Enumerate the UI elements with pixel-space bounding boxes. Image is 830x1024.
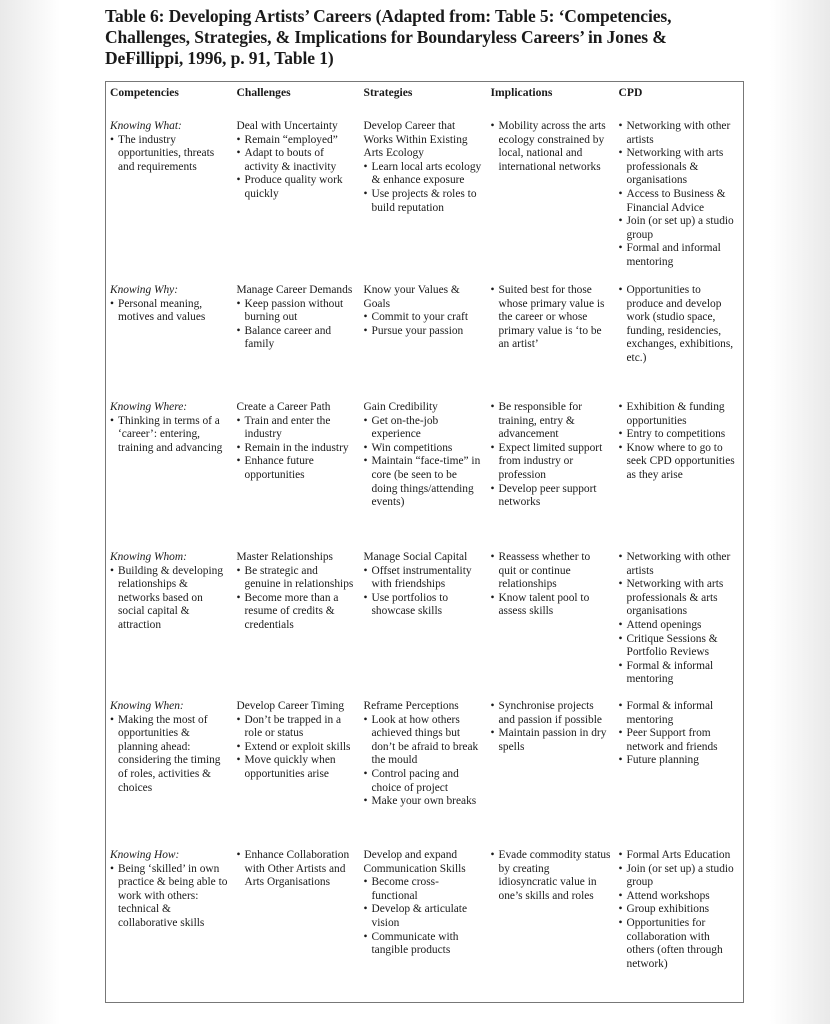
bullet-item: • Formal & informal mentoring [619,660,740,687]
challenges-bullet-list [237,415,356,483]
competency-bullet-list [110,565,229,633]
challenges-cell [233,284,360,401]
cpd-bullet-list [619,849,740,971]
bullet-item: • Formal Arts Education [619,849,740,863]
competency-bullet-list [110,298,229,325]
challenges-bullet-list [237,714,356,782]
bullet-item: • Be strategic and genuine in relationships [237,565,356,592]
bullet-item: • Networking with other artists [619,551,740,578]
strategies-cell [360,700,487,849]
implications-cell [487,700,615,849]
bullet-item: • Extend or exploit skills [237,741,356,755]
bullet-item: • Adapt to bouts of activity & inactivity [237,147,356,174]
strategies-cell [360,849,487,1003]
table-row [106,849,744,1003]
bullet-item: • Opportunities for collaboration with others (often through network) [619,917,740,971]
bullet-item: • Evade commodity status by creating idiosyncratic value in one’s skills and roles [491,849,611,903]
bullet-item: • Remain in the industry [237,442,356,456]
bullet-item: • Learn local arts ecology & enhance exposure [364,161,483,188]
implications-bullet-list [491,700,611,754]
cpd-cell [615,551,744,700]
header-challenges: Challenges [236,86,291,99]
table-row [106,401,744,551]
strategies-heading: Develop Career that Works Within Existing Arts Ecology [363,120,468,160]
bullet-item: • Synchronise projects and passion if possible [491,700,611,727]
cpd-bullet-list [619,551,740,687]
competency-heading: Knowing Why: [110,284,179,296]
careers-table [105,81,744,1003]
bullet-item: • Entry to competitions [619,428,740,442]
challenges-heading: Master Relationships [236,551,333,563]
cpd-bullet-list [619,120,740,270]
strategies-heading: Gain Credibility [363,401,438,413]
implications-bullet-list [491,551,611,619]
challenges-cell [233,551,360,700]
bullet-item: • Join (or set up) a studio group [619,215,740,242]
competency-cell [106,551,233,700]
bullet-item: • Critique Sessions & Portfolio Reviews [619,633,740,660]
challenges-heading: Develop Career Timing [236,700,345,712]
bullet-item: • Communicate with tangible products [364,931,483,958]
competency-bullet-list [110,415,229,456]
competency-cell [106,700,233,849]
bullet-item: • Maintain passion in dry spells [491,727,611,754]
implications-bullet-list [491,120,611,174]
implications-cell [487,551,615,700]
strategies-heading: Reframe Perceptions [363,700,459,712]
competency-heading: Knowing Where: [110,401,188,413]
cpd-bullet-list [619,401,740,483]
bullet-item: • Access to Business & Financial Advice [619,188,740,215]
bullet-item: • Expect limited support from industry or profession [491,442,611,483]
competency-heading: Knowing When: [110,700,184,712]
strategies-heading: Develop and expand Communication Skills [363,849,466,875]
competency-cell [106,284,233,401]
bullet-item: • Commit to your craft [364,311,483,325]
bullet-item: • Attend openings [619,619,740,633]
bullet-item: • Future planning [619,754,740,768]
header-competencies: Competencies [110,86,179,99]
strategies-cell [360,551,487,700]
bullet-item: • Become more than a resume of credits & credentials [237,592,356,633]
bullet-item: • Balance career and family [237,325,356,352]
bullet-item: • Move quickly when opportunities arise [237,754,356,781]
strategies-cell [360,120,487,284]
strategies-bullet-list [364,415,483,510]
table-row [106,551,744,700]
challenges-heading: Deal with Uncertainty [236,120,338,132]
cpd-cell [615,401,744,551]
bullet-item: • Make your own breaks [364,795,483,809]
challenges-bullet-list [237,565,356,633]
implications-cell [487,120,615,284]
implications-bullet-list [491,284,611,352]
strategies-bullet-list [364,565,483,619]
bullet-item: • Maintain “face-time” in core (be seen to be doing things/attending events) [364,455,483,509]
bullet-item: • Peer Support from network and friends [619,727,740,754]
bullet-item: • Networking with arts professionals & organisations [619,147,740,188]
bullet-item: • Suited best for those whose primary value is the career or whose primary value is ‘to be an artist’ [491,284,611,352]
header-cpd: CPD [618,86,643,99]
bullet-item: • Get on-the-job experience [364,415,483,442]
bullet-item: • Making the most of opportunities & planning ahead: considering the timing of roles, activities & choices [110,714,229,796]
competency-heading: Knowing How: [110,849,180,861]
bullet-item: • Group exhibitions [619,903,740,917]
competency-heading: Knowing What: [110,120,182,132]
strategies-heading: Manage Social Capital [363,551,468,563]
competency-cell [106,849,233,1003]
bullet-item: • Enhance future opportunities [237,455,356,482]
challenges-bullet-list [237,849,356,890]
bullet-item: • Use portfolios to showcase skills [364,592,483,619]
strategies-heading: Know your Values & Goals [363,284,460,310]
table-title: Table 6: Developing Artists’ Careers (Adapted from: Table 5: ‘Competencies, Challenges, Strategies, & Implications for Boundaryless Careers’ in Jones & DeFillippi, 1996, p. 91, Table 1) [105,6,672,68]
bullet-item: • Offset instrumentality with friendships [364,565,483,592]
bullet-item: • Reassess whether to quit or continue relationships [491,551,611,592]
table-row [106,700,744,849]
bullet-item: • Building & developing relationships & networks based on social capital & attraction [110,565,229,633]
table-row [106,284,744,401]
bullet-item: • Thinking in terms of a ‘career’: entering, training and advancing [110,415,229,456]
bullet-item: • Be responsible for training, entry & advancement [491,401,611,442]
bullet-item: • Produce quality work quickly [237,174,356,201]
cpd-cell [615,700,744,849]
competency-cell [106,401,233,551]
bullet-item: • Look at how others achieved things but don’t be afraid to break the mould [364,714,483,768]
bullet-item: • Know where to go to seek CPD opportunities as they arise [619,442,740,483]
challenges-cell [233,120,360,284]
challenges-heading: Create a Career Path [236,401,331,413]
bullet-item: • Develop & articulate vision [364,903,483,930]
bullet-item: • Remain “employed” [237,134,356,148]
competency-bullet-list [110,134,229,175]
header-strategies: Strategies [363,86,413,99]
bullet-item: • Attend workshops [619,890,740,904]
competency-heading: Knowing Whom: [110,551,187,563]
cpd-cell [615,849,744,1003]
bullet-item: • Develop peer support networks [491,483,611,510]
bullet-item: • Exhibition & funding opportunities [619,401,740,428]
implications-cell [487,849,615,1003]
strategies-bullet-list [364,161,483,215]
challenges-heading: Manage Career Demands [236,284,353,296]
cpd-cell [615,284,744,401]
challenges-cell [233,849,360,1003]
challenges-cell [233,700,360,849]
strategies-bullet-list [364,311,483,338]
bullet-item: • Formal and informal mentoring [619,242,740,269]
strategies-cell [360,284,487,401]
bullet-item: • Mobility across the arts ecology constrained by local, national and international networks [491,120,611,174]
bullet-item: • Networking with other artists [619,120,740,147]
bullet-item: • Opportunities to produce and develop work (studio space, funding, residencies, exchanges, exhibitions, etc.) [619,284,740,366]
competency-bullet-list [110,714,229,796]
bullet-item: • Know talent pool to assess skills [491,592,611,619]
cpd-bullet-list [619,700,740,768]
bullet-item: • Networking with arts professionals & arts organisations [619,578,740,619]
table-row [106,120,744,284]
bullet-item: • Use projects & roles to build reputation [364,188,483,215]
bullet-item: • Control pacing and choice of project [364,768,483,795]
bullet-item: • Enhance Collaboration with Other Artists and Arts Organisations [237,849,356,890]
challenges-bullet-list [237,134,356,202]
bullet-item: • Keep passion without burning out [237,298,356,325]
strategies-bullet-list [364,876,483,958]
bullet-item: • Formal & informal mentoring [619,700,740,727]
competency-cell [106,120,233,284]
header-implications: Implications [490,86,553,99]
bullet-item: • Train and enter the industry [237,415,356,442]
bullet-item: • Pursue your passion [364,325,483,339]
bullet-item: • Being ‘skilled’ in own practice & being able to work with others: technical & collaborative skills [110,863,229,931]
implications-cell [487,401,615,551]
header-row [106,82,744,121]
challenges-bullet-list [237,298,356,352]
implications-bullet-list [491,401,611,510]
bullet-item: • Personal meaning, motives and values [110,298,229,325]
bullet-item: • Become cross-functional [364,876,483,903]
page-shadow-right [770,0,830,1024]
bullet-item: • Join (or set up) a studio group [619,863,740,890]
challenges-cell [233,401,360,551]
bullet-item: • The industry opportunities, threats and requirements [110,134,229,175]
cpd-bullet-list [619,284,740,366]
strategies-bullet-list [364,714,483,809]
implications-bullet-list [491,849,611,903]
implications-cell [487,284,615,401]
bullet-item: • Win competitions [364,442,483,456]
competency-bullet-list [110,863,229,931]
bullet-item: • Don’t be trapped in a role or status [237,714,356,741]
page-shadow-left [0,0,60,1024]
strategies-cell [360,401,487,551]
cpd-cell [615,120,744,284]
